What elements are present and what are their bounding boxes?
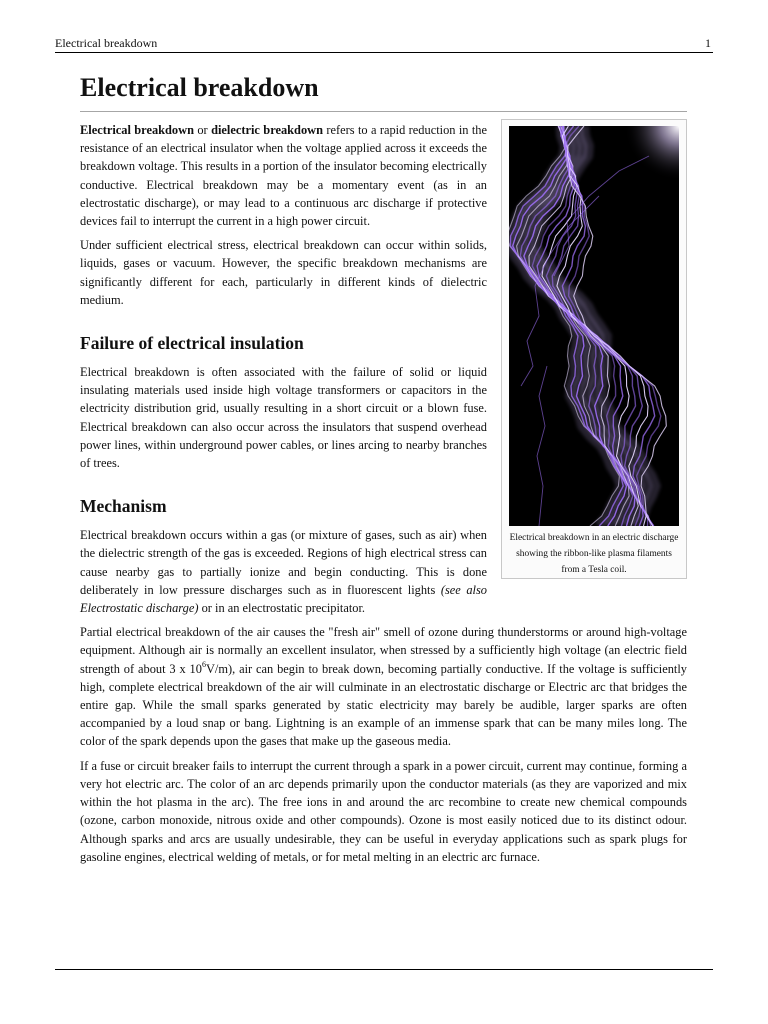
tesla-coil-discharge-photo <box>509 126 679 526</box>
term-electrical-breakdown: Electrical breakdown <box>80 123 194 137</box>
term-dielectric-breakdown: dielectric breakdown <box>211 123 323 137</box>
intro-connector: or <box>193 123 212 137</box>
heading-mechanism: Mechanism <box>80 496 167 517</box>
page-number: 1 <box>705 36 711 50</box>
mechanism-1-end: or in an electrostatic precipitator. <box>198 601 366 616</box>
heading-failure-of-insulation: Failure of electrical insulation <box>80 333 304 354</box>
running-title: Electrical breakdown <box>55 36 158 50</box>
figure-caption: Electrical breakdown in an electric discharge showing the ribbon-like plasma filaments from a Tesla coil. <box>509 533 679 575</box>
see-also-link[interactable]: (see also Electrostatic discharge) <box>80 582 487 616</box>
paragraph-stress: Under sufficient electrical stress, electrical breakdown can occur within solids, liquids, gases or vacuum. However, the specific breakdown mechanisms are significantly different for each, particularly in different kinds of dielectric medium. <box>80 238 487 307</box>
mechanism-1-text: Electrical breakdown occurs within a gas (or mixture of gases, such as air) when the dielectric strength of the gas is exceeded. Regions of high electrical stress can cause nearby gas to partially ionize and begin conducting. This is done deliberately in low pressure discharges such as in fluorescent lights <box>80 528 487 597</box>
mechanism-2-text-b: V/m), air can begin to break down, becoming partially conductive. If the voltage is sufficiently high, complete electrical breakdown of the air will culminate in an electrostatic discharge or Electric arc that bridges the entire gap. While the small sparks generated by static electricity may barely be audible, larger sparks are often accompanied by a loud snap or bang. Lightning is an example of an immense spark that can be many miles long. The color of the spark depends upon the gases that make up the gaseous media. <box>80 661 687 749</box>
paragraph-mechanism-2 <box>80 623 687 750</box>
article-body <box>80 70 687 872</box>
article-title: Electrical breakdown <box>80 70 687 112</box>
mechanism-2-text-a: Partial electrical breakdown of the air causes the "fresh air" smell of ozone during thunderstorms or around high-voltage equipment. Although air is normally an excellent insulator, when stressed by a sufficiently high voltage (an electric field strength of about 3 x 10 <box>80 625 687 676</box>
running-header <box>55 36 713 53</box>
intro-text: refers to a rapid reduction in the resistance of an electrical insulator when the voltage applied across it exceeds the breakdown voltage. This results in a portion of the insulator becoming electrically conductive. Electrical breakdown may be a momentary event (as in an electrostatic discharge), or may lead to a continuous arc discharge if protective devices fail to interrupt the current in a high power circuit. <box>80 123 487 229</box>
exponent: 6 <box>201 659 206 669</box>
figure <box>501 119 687 579</box>
paragraph-failure: Electrical breakdown is often associated with the failure of solid or liquid insulating materials used inside high voltage transformers or capacitors in the electricity distribution grid, usually resulting in a short circuit or a blown fuse. Electrical breakdown can also occur across the insulators that suspend overhead power lines, within underground power cables, or lines arcing to nearby branches of trees. <box>80 365 487 471</box>
footer-rule <box>55 969 713 970</box>
paragraph-mechanism-3: If a fuse or circuit breaker fails to interrupt the current through a spark in a power circuit, current may continue, forming a very hot electric arc. The color of an arc depends primarily upon the conductor materials (as they are vaporized and mix within the hot plasma in the arc). The free ions in and around the arc recombine to create new chemical compounds (ozone, carbon monoxide, nitrous oxide and other compounds). Ozone is most easily noticed due to its distinct odour. Although sparks and arcs are usually undesirable, they can be useful in everyday applications such as spark plugs for gasoline engines, electrical welding of metals, or for metal melting in an electric arc furnace. <box>80 758 687 864</box>
